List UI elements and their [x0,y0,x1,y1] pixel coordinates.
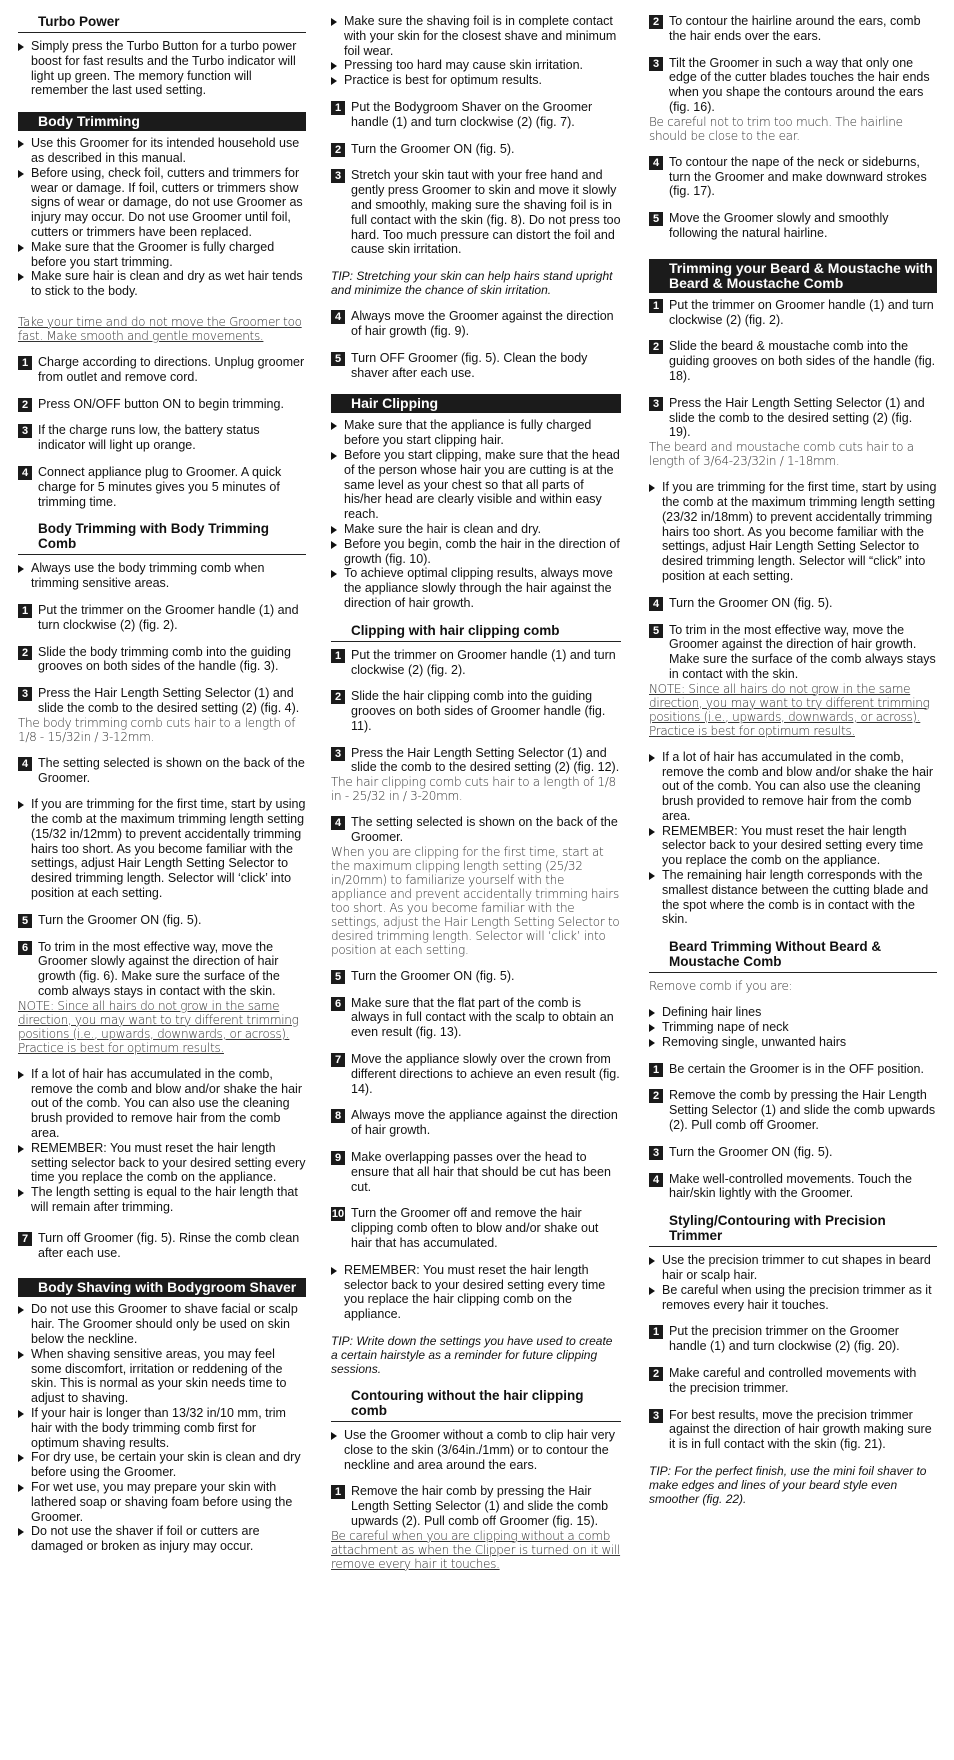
bullet-marker-icon [331,1267,337,1275]
hairline-note: Be careful not to trim too much. The hairline should be close to the ear. [649,114,903,143]
step-text: Tilt the Groomer in such a way that only one edge of the cutter blades touches the hair ends when you shape the contours around the ears (fig. 16). [669,55,930,114]
step-text: Make overlapping passes over the head to ensure that all hair that should be cut has been cut. [351,1150,611,1194]
bullet-text: Use the precision trimmer to cut shapes in beard hair or scalp hair. [662,1253,931,1283]
bullet [331,58,621,73]
bullet-marker-icon [649,828,655,836]
bullet-text: Before using, check foil, cutters and trimmers for wear or damage. If foil, cutters or trimmers show signs of wear or damage, do not use Groomer as injury may occur. Do not use Groomer until foil, cutters or trimmers have been replaced. [31,165,303,239]
bullet-text: For wet use, you may prepare your skin with lathered soap or shaving foam before using the Groomer. [31,1479,293,1524]
bullet-marker-icon [649,1287,655,1295]
column-2 [331,14,621,1571]
column-1 [18,14,306,1554]
step [331,351,621,381]
bullet-marker-icon [649,484,655,492]
step-text: Move the Groomer slowly and smoothly following the natural hairline. [669,211,889,240]
step-text: Turn the Groomer ON (fig. 5). [351,141,515,156]
step [649,1324,937,1354]
bullet-marker-icon [18,1071,24,1079]
bullet [649,1283,937,1313]
bullet-text: Practice is best for optimum results. [344,73,542,88]
bullet [649,1020,937,1035]
step [649,1172,937,1202]
step-text: Turn the Groomer ON (fig. 5). [669,595,833,610]
bullet [649,1253,937,1283]
column-3 [649,14,937,1506]
step-number: 2 [331,143,345,157]
step [18,423,306,453]
bullet-marker-icon [18,1145,24,1153]
bullet-marker-icon [18,801,24,809]
bullet-marker-icon [18,1484,24,1492]
bullet-text: Do not use the shaver if foil or cutters are damaged or broken as injury may occur. [31,1524,260,1554]
bullet [331,1428,621,1472]
step [331,969,621,984]
step [331,1150,621,1194]
bullet-marker-icon [649,754,655,762]
step-number: 2 [649,15,663,29]
step [18,465,306,509]
length-note: The body trimming comb cuts hair to a length of 1/8 - 15/32in / 3-12mm. [18,715,296,744]
bullet-marker-icon [649,872,655,880]
bullet-text: If you are trimming for the first time, start by using the comb at the maximum trimming length setting (15/32 in/12mm) to prevent accidentally trimming hairs too short. As you become familiar with the settings, adjust Hair Length Setting Selector to desired trimming length. Selector will ‘click’ into position at each setting. [31,797,306,901]
bullet [18,1480,306,1524]
bullet-marker-icon [18,244,24,252]
trimming-note: NOTE: Since all hairs do not grow in the same direction, you may want to try different trimming positions (i.e., upwards, downwards, or across). Practice is best for optimum results. [649,681,930,738]
step [331,996,621,1040]
step-text: Turn OFF Groomer (fig. 5). Clean the body shaver after each use. [351,350,588,380]
bullet-marker-icon [649,1039,655,1047]
bullet-text: The length setting is equal to the hair length that will remain after trimming. [31,1185,298,1215]
step-text: If the charge runs low, the battery status indicator will light up orange. [38,423,260,453]
step-number: 5 [649,624,663,638]
bullet-marker-icon [331,18,337,26]
bullet [18,797,306,901]
precision-trimmer-heading: Styling/Contouring with Precision Trimmer [649,1213,937,1247]
step-text: Put the trimmer on Groomer handle (1) and turn clockwise (2) (fig. 2). [351,647,616,677]
step-number: 10 [331,1208,345,1221]
step [18,397,306,412]
step [649,56,937,115]
step-number: 3 [18,687,32,701]
bullet [18,166,306,240]
bullet-text: Make sure the hair is clean and dry. [344,521,542,536]
bullet [331,566,621,610]
step-number: 8 [331,1109,345,1123]
bullet [331,537,621,567]
bullet-text: To achieve optimal clipping results, always move the appliance slowly through the hair against the direction of hair growth. [344,566,613,610]
bullet-marker-icon [331,541,337,549]
bullet-text: Simply press the Turbo Button for a turbo power boost for fast results and the Turbo indicator will light up green. The memory function will remember the last used setting. [31,39,297,98]
bullet [18,136,306,166]
step-text: Put the Bodygroom Shaver on the Groomer handle (1) and turn clockwise (2) (fig. 7). [351,99,593,129]
bullet [331,14,621,58]
step-number: 1 [18,604,32,618]
first-time-note: When you are clipping for the first time, start at the maximum clipping length setting (25/32 in/20mm) to familiarize yourself with the appliance and prevent accidentally trimming hairs too short. As you become familiar with the settings, adjust the Hair Length Setting Selector to desired trimming length. Selector will ‘click’ into position at each setting. [331,844,620,957]
step [649,1088,937,1132]
bullet-marker-icon [649,1257,655,1265]
step-text: Make sure that the flat part of the comb is always in full contact with the scalp to obtain an even result (fig. 13). [351,995,614,1040]
trimming-note: NOTE: Since all hairs do not grow in the same direction, you may want to try different trimming positions (i.e., upwards, downwards, or across). Practice is best for optimum results. [18,998,299,1055]
bullet [649,750,937,824]
bullet-text: Be careful when using the precision trimmer as it removes every hair it touches. [662,1282,932,1312]
step-number: 2 [331,690,345,704]
bullet-text: The remaining hair length corresponds with the smallest distance between the cutting blade and the spot where the comb is in contact with the skin. [662,868,929,927]
turbo-power-heading: Turbo Power [18,14,306,33]
step-number: 9 [331,1151,345,1165]
beard-without-comb-heading: Beard Trimming Without Beard & Moustache Comb [649,939,937,973]
step [18,355,306,385]
bullet-text: Make sure the shaving foil is in complete contact with your skin for the closest shave and minimum foil wear. [344,14,617,58]
step-text: Remove the hair comb by pressing the Hair Length Setting Selector (1) and slide the comb upwards (2). Pull comb off Groomer (fig. 15). [351,1484,609,1528]
bullet-marker-icon [649,1024,655,1032]
bullet-marker-icon [331,570,337,578]
body-trimming-heading: Body Trimming [18,112,306,131]
step [18,913,306,928]
step [649,1145,937,1160]
step-number: 1 [18,356,32,370]
body-shaving-heading: Body Shaving with Bodygroom Shaver [18,1278,306,1297]
step [649,1062,937,1077]
step-number: 1 [649,299,663,313]
step [649,396,937,440]
step [331,1052,621,1096]
step-text: The setting selected is shown on the back of the Groomer. [351,815,618,845]
bullet [18,561,306,591]
step-text: Press the Hair Length Setting Selector (1) and slide the comb to the desired setting (2) (fig. 19). [669,395,925,440]
bullet-marker-icon [18,1351,24,1359]
bullet-text: If you are trimming for the first time, start by using the comb at the maximum trimming length setting (23/32 in/18mm) to prevent accidentally trimming hairs too short. As you become familiar with the settings, adjust Hair Length Setting Selector to desired trimming length. Selector will “click” into position at each setting. [662,480,937,583]
step-number: 3 [331,747,345,761]
step-text: The setting selected is shown on the back of the Groomer. [38,755,305,785]
step [649,298,937,328]
step-number: 5 [649,212,663,226]
bullet [331,448,621,522]
bullet [18,1141,306,1185]
step-text: Make well-controlled movements. Touch the hair/skin lightly with the Groomer. [669,1171,912,1201]
bullet [649,868,937,927]
bullet-text: Defining hair lines [662,1005,762,1020]
step-number: 4 [331,310,345,324]
bullet [649,1005,937,1020]
step [331,309,621,339]
bullet-marker-icon [18,1410,24,1418]
bullet-marker-icon [18,1528,24,1536]
step-text: Slide the body trimming comb into the guiding grooves on both sides of the handle (fig. 3). [38,644,291,674]
bullet-text: Use this Groomer for its intended household use as described in this manual. [31,136,300,165]
caution-note: Be careful when you are clipping without a comb attachment as when the Clipper is turned on it will remove every hair it touches. [331,1528,621,1571]
bullet-text: If your hair is longer than 13/32 in/10 mm, trim hair with the body trimming comb first for optimum shaving results. [31,1406,286,1450]
step-number: 1 [649,1325,663,1339]
step-number: 4 [649,156,663,170]
bullet [18,1302,306,1346]
step-number: 2 [649,340,663,354]
shaving-tip: TIP: Stretching your skin can help hairs stand upright and minimize the chance of skin irritation. [331,269,613,298]
step-number: 2 [649,1367,663,1381]
hair-clipping-heading: Hair Clipping [331,394,621,413]
step-number: 5 [331,970,345,984]
step-text: Make careful and controlled movements with the precision trimmer. [669,1366,917,1395]
step [331,648,621,678]
step [331,142,621,157]
bullet-marker-icon [18,1454,24,1462]
bullet-marker-icon [18,1189,24,1197]
bullet [331,1263,621,1322]
step [18,645,306,675]
bullet-text: Always use the body trimming comb when trimming sensitive areas. [31,561,265,591]
step-number: 4 [18,757,32,771]
bullet-text: Make sure that the appliance is fully charged before you start clipping hair. [344,418,592,448]
bullet [18,1347,306,1406]
step-text: Put the trimmer on Groomer handle (1) and turn clockwise (2) (fig. 2). [669,297,934,327]
bullet [331,522,621,537]
step-text: To contour the nape of the neck or sideburns, turn the Groomer and make downward strokes (fig. 17). [669,154,927,199]
step [331,100,621,130]
step-text: Put the precision trimmer on the Groomer handle (1) and turn clockwise (2) (fig. 20). [669,1324,900,1354]
length-note: The beard and moustache comb cuts hair to a length of 3/64-23/32in / 1-18mm. [649,440,914,469]
step-number: 5 [18,914,32,928]
step [331,815,621,845]
step [331,689,621,733]
step-number: 2 [18,646,32,660]
step-number: 1 [649,1063,663,1077]
bullet-text: Pressing too hard may cause skin irritation. [344,58,583,73]
bullet-text: For dry use, be certain your skin is clean and dry before using the Groomer. [31,1450,301,1480]
step [331,168,621,257]
step [649,1408,937,1452]
step [649,211,937,241]
bullet-text: Use the Groomer without a comb to clip hair very close to the skin (3/64in./1mm) or to contour the neckline and area around the ears. [344,1428,615,1472]
body-trimming-comb-heading: Body Trimming with Body Trimming Comb [18,521,306,555]
bullet [649,1035,937,1050]
bullet-marker-icon [18,170,24,178]
step-number: 2 [649,1089,663,1103]
step [649,339,937,383]
step-text: Press the Hair Length Setting Selector (1) and slide the comb to the desired setting (2) (fig. 4). [38,686,300,715]
step-text: To trim in the most effective way, move the Groomer against the direction of hair growth. Make sure the surface of the comb always stays in contact with the skin. [669,622,936,681]
step-number: 3 [649,57,663,71]
bullet-text: Make sure hair is clean and dry as wet hair tends to stick to the body. [31,269,303,299]
step [331,1206,621,1250]
step-number: 7 [331,1053,345,1067]
step-text: Slide the beard & moustache comb into the guiding grooves on both sides of the handle (fig. 18). [669,339,936,383]
bullet-text: When shaving sensitive areas, you may feel some discomfort, irritation or reddening of the skin. This is normal as your skin needs time to adjust to shaving. [31,1346,287,1406]
step-number: 3 [649,1146,663,1160]
step-text: Always move the appliance against the direction of hair growth. [351,1108,618,1138]
caution-note: Take your time and do not move the Groomer too fast. Make smooth and gentle movements. [18,314,302,343]
bullet [18,1524,306,1554]
step-number: 4 [18,466,32,480]
bullet-marker-icon [18,273,24,281]
step-number: 1 [331,101,345,115]
length-note: The hair clipping comb cuts hair to a length of 1/8 in - 25/32 in / 3-20mm. [331,775,616,804]
step [18,756,306,786]
step [18,686,306,716]
bullet-text: If a lot of hair has accumulated in the comb, remove the comb and blow and/or shake the hair out of the comb. You can also use the cleaning brush provided to remove hair from the comb area. [31,1066,302,1141]
bullet [18,240,306,270]
step [18,603,306,633]
step-text: For best results, move the precision trimmer against the direction of hair growth making sure it is in full contact with the skin (fig. 21). [669,1407,932,1452]
step-number: 3 [18,424,32,438]
step-number: 4 [649,597,663,611]
step-number: 4 [331,816,345,830]
step-number: 1 [331,649,345,663]
bullet-text: REMEMBER: You must reset the hair length selector back to your desired setting every time you replace the comb on the appliance. [662,823,924,868]
step-text: Always move the Groomer against the direction of hair growth (fig. 9). [351,309,614,338]
bullet-text: Do not use this Groomer to shave facial or scalp hair. The Groomer should only be used on skin below the neckline. [31,1302,298,1347]
step-number: 6 [331,997,345,1011]
step-text: Stretch your skin taut with your free hand and gently press Groomer to skin and move it slowly and smoothly, making sure the shaving foil is in full contact with the skin (fig. 8). Do not press too hard. Too much pressure can distort the foil and cause skin irritation. [351,168,621,257]
step-number: 4 [649,1173,663,1187]
step [649,14,937,44]
bullet [18,269,306,299]
bullet-marker-icon [331,452,337,460]
step [649,623,937,682]
bullet-text: Trimming nape of neck [662,1020,789,1035]
bullet-marker-icon [331,77,337,85]
step-text: Turn the Groomer ON (fig. 5). [38,912,202,927]
bullet-text: REMEMBER: You must reset the hair length selector back to your desired setting every time you replace the hair clipping comb on the appliance. [344,1262,606,1322]
step-text: To trim in the most effective way, move the Groomer slowly against the direction of hair growth (fig. 6). Make sure the surface of the comb always stays in contact with the skin. [38,939,280,999]
bullet [331,73,621,88]
step-text: Press ON/OFF button ON to begin trimming. [38,396,284,411]
bullet-marker-icon [331,62,337,70]
step [18,1231,306,1261]
step [649,596,937,611]
bullet [649,824,937,868]
step-number: 7 [18,1232,32,1246]
step-text: Turn off Groomer (fig. 5). Rinse the comb clean after each use. [38,1230,300,1260]
step-text: Turn the Groomer ON (fig. 5). [351,968,515,983]
bullet [18,1185,306,1215]
bullet-marker-icon [18,140,24,148]
clipping-tip: TIP: Write down the settings you have used to create a certain hairstyle as a reminder for future clipping sessions. [331,1334,613,1377]
bullet-marker-icon [18,1306,24,1314]
step-text: Put the trimmer on the Groomer handle (1) and turn clockwise (2) (fig. 2). [38,602,299,632]
bullet-marker-icon [18,43,24,51]
bullet-marker-icon [18,565,24,573]
bullet [18,1450,306,1480]
contouring-heading: Contouring without the hair clipping comb [331,1388,621,1422]
bullet [18,1406,306,1450]
bullet-text: REMEMBER: You must reset the hair length setting selector back to your desired setting every time you replace the comb on the appliance. [31,1140,306,1185]
bullet [331,418,621,448]
step-text: Turn the Groomer ON (fig. 5). [669,1144,833,1159]
step-text: Connect appliance plug to Groomer. A quick charge for 5 minutes gives you 5 minutes of trimming time. [38,464,282,509]
step-text: Slide the hair clipping comb into the guiding grooves on both sides of Groomer handle (fig. 11). [351,689,606,733]
step-number: 3 [649,1409,663,1423]
bullet-marker-icon [331,422,337,430]
step-number: 2 [18,398,32,412]
step-number: 3 [649,397,663,411]
step [649,155,937,199]
bullet-text: If a lot of hair has accumulated in the comb, remove the comb and blow and/or shake the hair out of the comb. You can also use the cleaning brush provided to remove hair from the comb area. [662,749,933,823]
precision-tip: TIP: For the perfect finish, use the mini foil shaver to make edges and lines of your beard style even smoother (fig. 22). [649,1464,927,1506]
step-number: 3 [331,169,345,183]
step-number: 6 [18,941,32,955]
step-text: Charge according to directions. Unplug groomer from outlet and remove cord. [38,354,305,384]
step [18,940,306,999]
bullet [649,480,937,584]
intro-text: Remove comb if you are: [649,979,793,994]
bullet-marker-icon [649,1009,655,1017]
bullet-text: Before you start clipping, make sure that the head of the person whose hair you are cutting is at the same level as your chest so that all parts of his/her head are clearly visible and within easy reach. [344,447,620,522]
step-text: Turn the Groomer off and remove the hair clipping comb often to blow and/or shake out hair that has accumulated. [351,1206,599,1251]
bullet-text: Make sure that the Groomer is fully charged before you start trimming. [31,239,275,269]
step-number: 1 [331,1485,345,1499]
bullet-marker-icon [331,1432,337,1440]
bullet [18,1067,306,1141]
clipping-comb-heading: Clipping with hair clipping comb [331,623,621,642]
step-text: Press the Hair Length Setting Selector (1) and slide the comb to the desired setting (2) (fig. 12). [351,745,620,775]
step-text: Remove the comb by pressing the Hair Length Setting Selector (1) and slide the comb upwards (2). Pull comb off Groomer. [669,1088,936,1133]
step [331,1108,621,1138]
step [649,1366,937,1396]
bullet-marker-icon [331,526,337,534]
step-number: 5 [331,352,345,366]
beard-moustache-heading: Trimming your Beard & Moustache with Beard & Moustache Comb [649,259,937,293]
step [331,746,621,776]
bullet-text: Before you begin, comb the hair in the direction of growth (fig. 10). [344,536,620,566]
step-text: To contour the hairline around the ears, comb the hair ends over the ears. [669,14,921,43]
bullet [18,39,306,98]
step-text: Move the appliance slowly over the crown from different directions to achieve an even result (fig. 14). [351,1052,620,1096]
step-text: Be certain the Groomer is in the OFF position. [669,1061,924,1076]
step [331,1484,621,1528]
bullet-text: Removing single, unwanted hairs [662,1034,847,1049]
